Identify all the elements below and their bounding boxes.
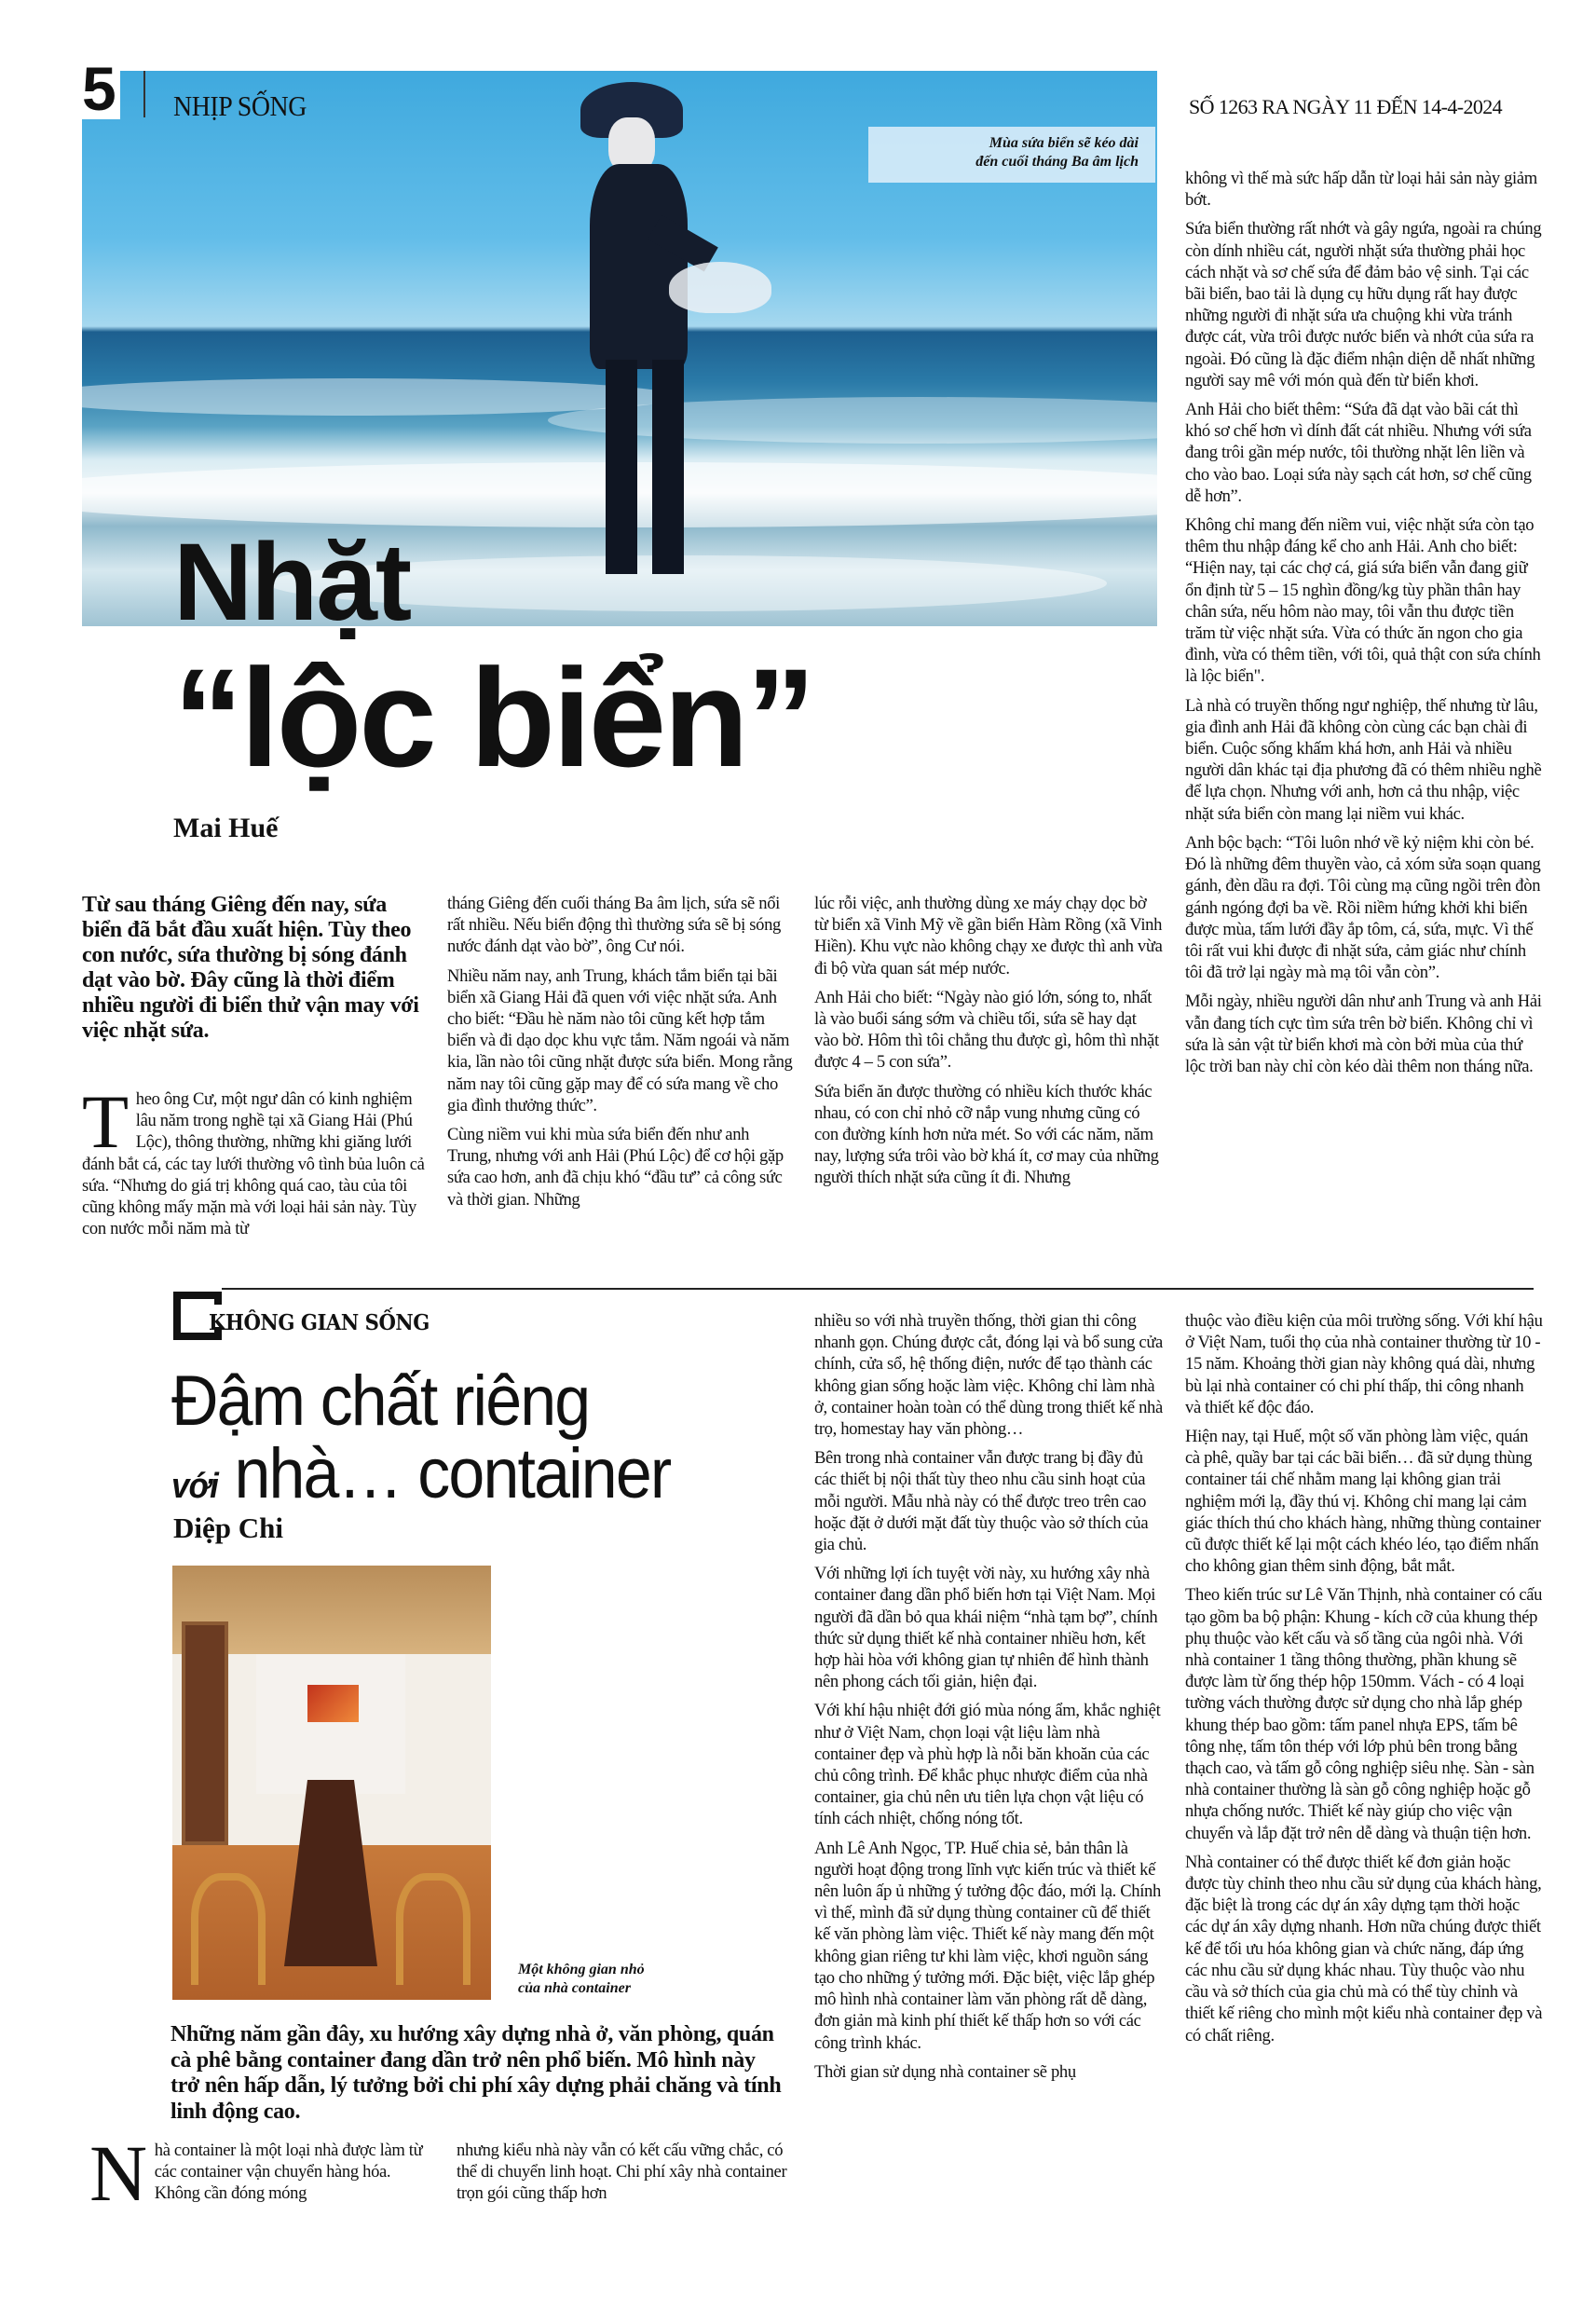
- paragraph: nhiều so với nhà truyền thống, thời gian thi công nhanh gọn. Chúng được cắt, đóng lại và bổ sung cửa chính, cửa sổ, hệ thống điện, nước để tạo thành các không gian sống hoặc làm việc. Không chỉ làm nhà ở, container hoàn toàn có thể dùng trong thiết kế nhà trọ, homestay hay văn phòng…: [814, 1311, 1163, 1440]
- section-name: NHỊP SỐNG: [173, 89, 307, 122]
- article2-col1: [89, 2128, 434, 2218]
- article2-title-line1: Đậm chất riêng: [171, 1361, 590, 1441]
- paragraph: Sứa biển ăn được thường có nhiều kích thước khác nhau, có con chỉ nhỏ cỡ nắp vung nhưng cũng có con đường kính hơn nửa mét. So với các năm, năm nay, lượng sứa trôi vào bờ khá ít, cơ may của những người thích nhặt sứa cũng ít đi. Nhưng: [814, 1081, 1159, 1188]
- paragraph: Anh Hải cho biết thêm: “Sứa đã dạt vào bãi cát thì khó sơ chế hơn vì dính đất cát nhiều. Nhưng với sứa đang trôi gần mép nước, tôi thường nhặt lên liền và cho vào bao. Loại sứa này sạch cát hơn, sơ chế cũng dễ hơn”.: [1185, 400, 1532, 506]
- caption-line: Mùa sứa biển sẽ kéo dài: [989, 135, 1139, 151]
- article1-col1: [82, 1079, 429, 1247]
- article1-lead: Từ sau tháng Giêng đến nay, sứa biển đã bắt đầu xuất hiện. Tùy theo con nước, sứa thường bị sóng đánh dạt vào bờ. Đây cũng là thời điểm nhiều người đi biển thử vận may với việc nhặt sứa.: [82, 893, 419, 1043]
- chair: [396, 1873, 471, 1985]
- paragraph: Bên trong nhà container vẫn được trang bị đầy đủ các thiết bị nội thất tùy theo nhu cầu sinh hoạt của mỗi người. Mẫu nhà này có thể được treo trên cao hoặc đặt ở dưới mặt đất tùy thuộc vào sở thích của gia chủ.: [814, 1448, 1149, 1555]
- article1-col4: [1185, 168, 1543, 1085]
- paragraph: thuộc vào điều kiện của môi trường sống. Với khí hậu ở Việt Nam, tuổi thọ của nhà container thường từ 10 - 15 năm. Khoảng thời gian này không quá dài, nhưng bù lại nhà container có chi phí thấp, thi công nhanh và thiết kế độc đáo.: [1185, 1311, 1543, 1417]
- container-photo-caption: [518, 1961, 645, 1998]
- section-tag: KHÔNG GIAN SỐNG: [209, 1310, 430, 1335]
- paragraph: Anh Lê Anh Ngọc, TP. Huế chia sẻ, bản thân là người hoạt động trong lĩnh vực kiến trúc và thiết kế nên luôn ấp ủ những ý tưởng độc đáo, mới lạ. Chính vì thế, mình đã sử dụng thùng container cũ để thiết kế văn phòng làm việc. Thiết kế này mang đến một không gian riêng tư khi làm việc, khơi nguồn sáng tạo cho những ý tưởng mới. Đặc biệt, việc lắp ghép mô hình nhà container làm văn phòng rất dễ dàng, đơn giản mà kinh phí thiết kế thấp hơn so với các công trình khác.: [814, 1838, 1161, 2053]
- article2-lead: Những năm gần đây, xu hướng xây dựng nhà ở, văn phòng, quán cà phê bằng container đang dần trở nên phổ biến. Mô hình này trở nên hấp dẫn, lý tưởng bởi chi phí xây dựng phải chăng và tính linh động cao.: [171, 2022, 782, 2124]
- article1-col3: [814, 893, 1163, 1197]
- article2-col4: [1185, 1310, 1543, 2054]
- title-text: nhà… container: [217, 1434, 671, 1513]
- table: [284, 1780, 377, 1966]
- hero-photo-caption: [868, 127, 1155, 183]
- title-with-word: với: [171, 1467, 218, 1506]
- caption-line: đến cuối tháng Ba âm lịch: [975, 154, 1139, 170]
- drop-cap: N: [89, 2128, 147, 2218]
- article1-author: Mai Huế: [173, 813, 279, 843]
- paragraph: lúc rỗi việc, anh thường dùng xe máy chạy dọc bờ từ biển xã Vinh Mỹ về gần biển Hàm Rồng (xã Vinh Hiền). Khu vực nào không chạy xe được thì anh vừa đi bộ vừa quan sát mép nước.: [814, 894, 1163, 978]
- paragraph: Anh bộc bạch: “Tôi luôn nhớ về kỷ niệm khi còn bé. Đó là những đêm thuyền vào, cả xóm sửa soạn quang gánh, đèn dầu ra đợi. Tôi cùng mạ cũng ngồi trên đòn gánh ngóng đợi ba về. Rồi niềm hứng khởi khi biển được mùa, tấm lưới đầy ắp tôm, cá, sứa, mực. Vì thế tôi rất vui khi được đi nhặt sứa, cảm giác như chính tôi đã trở lại ngày mà mạ tôi vẫn còn”.: [1185, 832, 1541, 983]
- paragraph: tháng Giêng đến cuối tháng Ba âm lịch, sứa sẽ nổi rất nhiều. Nếu biển động thì thường sứa sẽ bị sóng nước đánh dạt vào bờ”, ông Cư nói.: [447, 894, 781, 957]
- person-body: [590, 164, 688, 369]
- paragraph: hà container là một loại nhà được làm từ các container vận chuyển hàng hóa. Không cần đóng móng: [154, 2141, 423, 2204]
- section-divider: [222, 1288, 1534, 1290]
- paragraph: Thời gian sử dụng nhà container sẽ phụ: [814, 2061, 1076, 2082]
- container-interior-photo: [172, 1566, 491, 2000]
- article1-col2: [447, 893, 794, 1218]
- paragraph: Là nhà có truyền thống ngư nghiệp, thế nhưng từ lâu, gia đình anh Hải đã không còn cùng các bạn chài đi biển. Cuộc sống khấm khá hơn, anh Hải và nhiều người dân khác tại địa phương đã có thêm nhiều nghề để lựa chọn. Nhưng với anh, hơn cả thu nhập, việc nhặt sứa biển còn mang lại niềm vui khác.: [1185, 695, 1542, 824]
- paragraph: Hiện nay, tại Huế, một số văn phòng làm việc, quán cà phê, quầy bar tại các bãi biển… đã sử dụng thùng container tái chế nhằm mang lại không gian trải nghiệm mới lạ, đầy thú vị. Không chỉ mang lại cảm giác thích thú cho khách hàng, những thùng container cũ được thiết kế lại một cách khéo léo, tạo điểm nhấn cho không gian thêm sinh động, bắt mắt.: [1185, 1427, 1541, 1577]
- article2-author: Diệp Chi: [173, 1512, 283, 1544]
- paragraph: Nhiều năm nay, anh Trung, khách tắm biển tại bãi biển xã Giang Hải đã quen với việc nhặt sứa. Anh cho biết: “Đầu hè năm nào tôi cũng kết hợp tắm biển và đi dạo dọc khu vực tắm. Năm ngoái và năm kia, lần nào tôi cũng nhặt được sứa biển. Mong rằng năm nay tôi cũng gặp may để có sứa mang về cho gia đình thưởng thức”.: [447, 965, 793, 1115]
- person-leg-left: [606, 360, 637, 574]
- issue-info: SỐ 1263 RA NGÀY 11 ĐẾN 14-4-2024: [1189, 95, 1503, 118]
- person-leg-right: [652, 360, 684, 574]
- paragraph: Sứa biển thường rất nhớt và gây ngứa, ngoài ra chúng còn dính nhiều cát, người nhặt sứa thường phải học cách nhặt và sơ chế sứa để đảm bảo vệ sinh. Tại các bãi biển, bao tải là dụng cụ hữu dụng rất hay được những người đi nhặt sứa ưa chuộng khi vừa tránh được cát, vừa trôi được nước biển và nhớt của sứa ra ngoài. Đó cũng là đặc điểm nhận diện dễ nhất những người say mê với món quà đến từ biển khơi.: [1185, 219, 1542, 390]
- back-wall: [256, 1654, 405, 1794]
- paragraph: Với những lợi ích tuyệt vời này, xu hướng xây nhà container đang dần phổ biến hơn tại Việt Nam. Mọi người đã dần bỏ qua khái niệm “nhà tạm bợ”, chính thức sử dụng thiết kế nhà container nhiều hơn, kết hợp hài hòa với không gian tự nhiên để hình thành nên phong cách tối giản, hiện đại.: [814, 1564, 1158, 1692]
- chair: [191, 1873, 266, 1985]
- header-divider: [143, 71, 145, 117]
- paragraph: Theo kiến trúc sư Lê Văn Thịnh, nhà container có cấu tạo gồm ba bộ phận: Khung - kích cỡ của khung thép phụ thuộc vào kết cấu và số tầng của ngôi nhà. Với nhà container 1 tầng thông thường, phần khung sẽ được làm từ ống thép hộp 150mm. Vách - có 4 loại tường vách thường được sử dụng cho nhà lắp ghép khung thép bao gồm: tấm panel nhựa EPS, tấm bê tông nhẹ, tấm tôn thép với lớp phủ bên trong bằng thạch cao, và tấm gỗ công nghiệp siêu nhẹ. Sàn - sàn nhà container thường là sàn gỗ công nghiệp hoặc gỗ nhựa chống nước. Thiết kế này giúp cho việc vận chuyển và lắp đặt trở nên dễ dàng và thuận tiện hơn.: [1185, 1585, 1543, 1843]
- article2-col2: [457, 2140, 794, 2212]
- paragraph: Nhà container có thể được thiết kế đơn giản hoặc được tùy chỉnh theo nhu cầu sử dụng của khách hàng, đặc biệt là trong các dự án xây dựng tạm thời hoặc các dự án xây dựng nhanh. Hơn nữa chúng được thiết kế để tối ưu hóa không gian và chức năng, đáp ứng các nhu cầu sử dụng khác nhau. Tùy thuộc vào nhu cầu và sở thích của gia chủ mà có thể tùy chỉnh và thiết kế riêng cho mình một kiểu nhà container đẹp và có chất riêng.: [1185, 1852, 1543, 2045]
- drop-cap: T: [82, 1079, 129, 1164]
- paragraph: Với khí hậu nhiệt đới gió mùa nóng ẩm, khắc nghiệt như ở Việt Nam, chọn loại vật liệu làm nhà container đẹp và phù hợp là nỗi băn khoăn của các chủ công trình. Để khắc phục nhược điểm của nhà container, gia chủ nên ưu tiên lựa chọn vật liệu có tính cách nhiệt, chống nóng tốt.: [814, 1701, 1161, 1829]
- page-number: 5: [80, 58, 120, 119]
- paragraph: nhưng kiểu nhà này vẫn có kết cấu vững chắc, có thể di chuyển linh hoạt. Chi phí xây nhà container trọn gói cũng thấp hơn: [457, 2141, 787, 2204]
- paragraph: Mỗi ngày, nhiều người dân như anh Trung và anh Hải vẫn đang tích cực tìm sứa trên bờ biển. Không chỉ vì sứa là sản vật từ biển khơi mà còn bởi mùa của thứ lộc trời ban này chỉ còn kéo dài thêm non tháng nữa.: [1185, 992, 1542, 1076]
- article1-title-line1: Nhặt: [173, 521, 411, 644]
- paragraph: Cùng niềm vui khi mùa sứa biển đến như anh Trung, nhưng với anh Hải (Phú Lộc) để cơ hội gặp sứa cao hơn, anh đã chịu khó “đầu tư” cả công sức và thời gian. Những: [447, 1125, 784, 1210]
- paragraph: Anh Hải cho biết: “Ngày nào gió lớn, sóng to, nhất là vào buổi sáng sớm và chiều tối, sứa sẽ hay dạt vào bờ. Hôm thì tôi chẳng thu được gì, hôm thì nhặt được 4 – 5 con sứa”.: [814, 987, 1159, 1073]
- jellyfish: [669, 262, 771, 313]
- caption-line: Một không gian nhỏ: [518, 1962, 645, 1977]
- paragraph: Không chỉ mang đến niềm vui, việc nhặt sứa còn tạo thêm thu nhập đáng kể cho anh Hải. Anh cho biết: “Hiện nay, tại các chợ cá, giá sứa biển vẫn đang giữ ổn định từ 5 – 15 nghìn đồng/kg tùy phần thân hay chân sứa, nếu hôm nào may, tôi vẫn thu được tiền trăm từ việc nhặt sứa. Vừa có thức ăn ngon cho gia đình, vừa có thêm tiền, với tôi, quả thật con sứa chính là lộc biển".: [1185, 515, 1541, 687]
- article2-col3: [814, 1310, 1163, 2090]
- paragraph: không vì thế mà sức hấp dẫn từ loại hải sản này giảm bớt.: [1185, 169, 1537, 211]
- paragraph: heo ông Cư, một ngư dân có kinh nghiệm lâu năm trong nghề tại xã Giang Hải (Phú Lộc), thông thường, những khi giăng lưới đánh bắt cá, các tay lưới thường vô tình bủa luôn cả sứa. “Nhưng do giá trị không quá cao, tàu của tôi cũng không mấy mặn mà với loại hải sản này. Tùy con nước mỗi năm mà từ: [82, 1089, 425, 1239]
- section-tag-bracket: [214, 1292, 222, 1305]
- left-window: [182, 1621, 228, 1845]
- article1-title-line2: “lộc biển”: [173, 639, 813, 796]
- caption-line: của nhà container: [518, 1980, 631, 1996]
- wall-painting: [307, 1685, 359, 1722]
